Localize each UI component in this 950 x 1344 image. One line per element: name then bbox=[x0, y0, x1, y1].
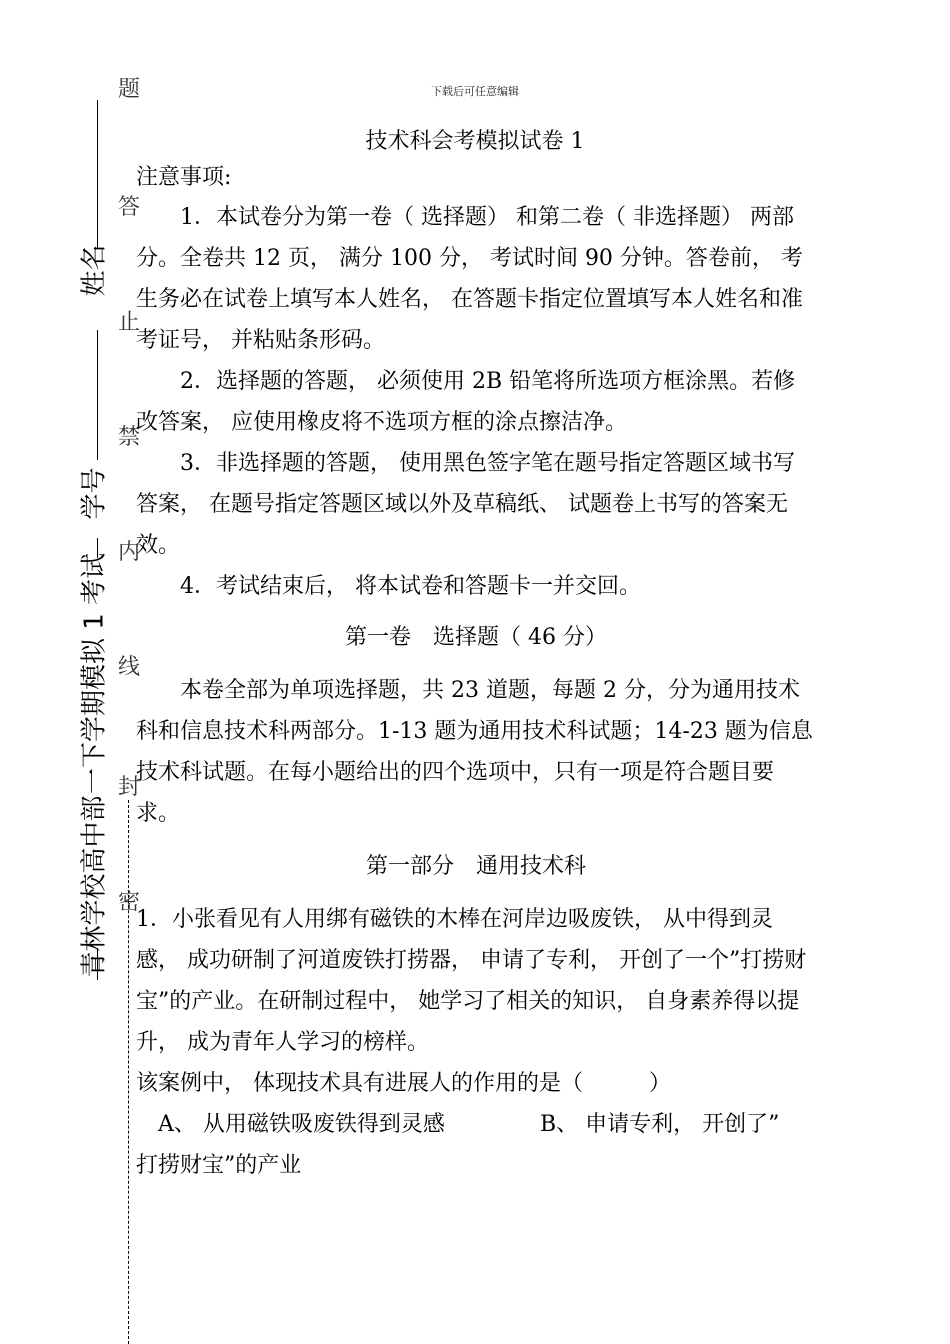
volume1-intro: 本卷全部为单项选择题，共 23 道题，每题 2 分，分为通用技术科和信息技术科两部分。1-13 题为通用技术科试题；14-23 题为信息技术科试题。在每小题给出的四个选项中，只有一项是符合题目要求。 bbox=[136, 678, 813, 826]
notice-item-2: 2．选择题的答题， 必须使用 2B 铅笔将所选项方框涂黑。若修改答案， 应使用橡皮将不选项方框的涂点擦洁净。 bbox=[136, 369, 796, 435]
margin-char-zhi: 止 bbox=[118, 310, 141, 335]
question-1-prompt: 该案例中， 体现技术具有进展人的作用的是（ ） bbox=[136, 1071, 671, 1096]
margin-char-da: 答 bbox=[118, 195, 141, 220]
notice-item-3: 3．非选择题的答题， 使用黑色签字笔在题号指定答题区域书写答案， 在题号指定答题区域以外及草稿纸、 试题卷上书写的答案无效。 bbox=[136, 451, 795, 558]
notice-item-1: 1．本试卷分为第一卷（ 选择题） 和第二卷（ 非选择题） 两部分。全卷共 12 页， 满分 100 分， 考试时间 90 分钟。答卷前， 考生务必在试卷上填写本人姓名， 在答题卡指定位置填写本人姓名和准考证号， 并粘贴条形码。 bbox=[136, 205, 803, 353]
margin-char-mi: 密 bbox=[118, 890, 141, 915]
header-note: 下载后可任意编辑 bbox=[431, 85, 519, 98]
page-title: 技术科会考模拟试卷 1 bbox=[365, 129, 585, 154]
option-b: B、 申请专利， 开创了” bbox=[540, 1112, 780, 1137]
name-label: 姓名 bbox=[79, 244, 110, 297]
option-a: A、 从用磁铁吸废铁得到灵感 bbox=[158, 1112, 445, 1137]
margin-line-4 bbox=[97, 948, 98, 980]
cut-line bbox=[128, 800, 129, 1344]
margin-char-ti: 题 bbox=[118, 77, 141, 102]
volume1-heading: 第一卷 选择题（ 46 分） bbox=[345, 625, 607, 650]
margin-char-feng: 封 bbox=[118, 775, 141, 800]
margin-line-1 bbox=[97, 100, 98, 248]
question-1-stem: 1．小张看见有人用绑有磁铁的木棒在河岸边吸废铁， 从中得到灵感， 成功研制了河道废铁打捞器， 申请了专利， 开创了一个”打捞财宝”的产业。在研制过程中， 她学习了相关的知识， 自身素养得以提升， 成为青年人学习的榜样。 bbox=[136, 907, 807, 1055]
margin-char-nei: 内 bbox=[118, 540, 141, 565]
option-b-continued: 打捞财宝”的产业 bbox=[136, 1153, 302, 1178]
margin-line-2 bbox=[97, 330, 98, 460]
school-label: 青林学校高中部 bbox=[79, 795, 110, 978]
question-1-options bbox=[136, 1104, 816, 1145]
id-label: 学号 bbox=[79, 467, 110, 520]
notice-heading: 注意事项: bbox=[136, 165, 232, 190]
margin-char-xian: 线 bbox=[118, 655, 141, 680]
part1-heading: 第一部分 通用技术科 bbox=[365, 854, 586, 879]
exam-label: 一下学期模拟 1 考试 bbox=[79, 552, 110, 795]
notice-item-4: 4．考试结束后， 将本试卷和答题卡一并交回。 bbox=[180, 574, 641, 599]
margin-char-jin: 禁 bbox=[118, 425, 141, 450]
